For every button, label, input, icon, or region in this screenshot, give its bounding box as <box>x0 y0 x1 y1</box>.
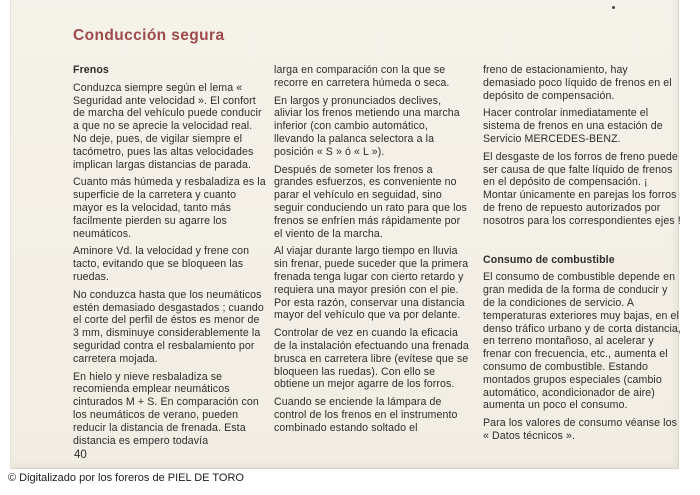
paragraph: El desgaste de los forros de freno puede ser causa de que falte líquido de frenos en el depósito de compensación. ¡ Montar únicamente en parejas los forros de freno de repuesto autorizados por nosotros para los correspondientes ejes ! <box>483 150 681 227</box>
section-heading: Frenos <box>73 64 109 76</box>
paragraph: Para los valores de consumo véanse los « Datos técnicos ». <box>483 417 678 442</box>
paragraph: freno de estacionamiento, hay demasiado poco líquido de frenos en el depósito de compensación. <box>483 64 672 102</box>
scan-speck <box>612 6 615 9</box>
text-column-right <box>483 64 681 443</box>
paragraph: Cuanto más húmeda y resbaladiza es la superficie de la carretera y cuanto mayor es la velocidad, tanto más facilmente pierden su agarre los neumáticos. <box>73 176 266 240</box>
text-column-middle <box>274 64 470 435</box>
paragraph: Aminore Vd. la velocidad y frene con tacto, evitando que se bloqueen las ruedas. <box>73 245 250 283</box>
page-title: Conducción segura <box>73 27 225 44</box>
paragraph: larga en comparación con la que se recorre en carretera húmeda o seca. <box>274 64 450 89</box>
paragraph: Conduzca siempre según el lema « Seguridad ante velocidad ». El confort de marcha del vehículo puede conducir a que no se aprecie la velocidad real. No deje, pues, de vigilar siempre el tacómetro, pues las altas velocidades implican largas distancias de parada. <box>73 81 262 171</box>
section-heading: Consumo de combustible <box>483 253 615 266</box>
paragraph: Hacer controlar inmediatamente el sistema de frenos en una estación de Servicio MERCEDES-BENZ. <box>483 107 663 145</box>
page-number: 40 <box>74 449 87 461</box>
paragraph: El consumo de combustible depende en gran medida de la forma de conducir y de la condiciones de servicio. A temperaturas exteriores muy bajas, en el denso tráfico urbano y de corta distancia, en terreno montañoso, al acelerar y frenar con frecuencia, etc., aumenta el consumo de combustible. Estando montados grupos especiales (cambio automático, acondicionador de aire) aumenta un poco el consumo. <box>483 271 681 412</box>
manual-page <box>10 0 679 469</box>
paragraph: Cuando se enciende la lámpara de control de los frenos en el instrumento combinado estando soltado el <box>274 396 458 434</box>
digitization-credit: © Digitalizado por los foreros de PIEL DE TORO <box>8 472 244 484</box>
paragraph: Al viajar durante largo tiempo en lluvia sin frenar, puede suceder que la primera frenada tenga lugar con cierto retardo y requiera una mayor presión con el pie. Por esta razón, conservar una distancia mayor del vehículo que va por delante. <box>274 245 469 322</box>
paragraph: No conduzca hasta que los neumáticos estén demasiado desgastados ; cuando el corte del perfil de éstos es menor de 3 mm, disminuye considerablemente la seguridad contra el resbalamiento por carretera mojada. <box>73 288 264 365</box>
paragraph: En largos y pronunciados declives, aliviar los frenos metiendo una marcha inferior (con cambio automático, llevando la palanca selectora a la posición « S » ó « L »). <box>274 94 460 158</box>
paragraph: Controlar de vez en cuando la eficacia de la instalación efectuando una frenada brusca en carretera libre (evítese que se bloqueen las ruedas). Con ello se obtiene un mejor agarre de los forros. <box>274 327 469 391</box>
text-column-left <box>73 64 266 447</box>
paragraph: En hielo y nieve resbaladiza se recomienda emplear neumáticos cinturados M + S. En comparación con los neumáticos de verano, pueden reducir la distancia de frenada. Esta distancia es empero todavía <box>73 370 259 447</box>
paragraph: Después de someter los frenos a grandes esfuerzos, es conveniente no parar el vehículo en seguidad, sino seguir conduciendo un rato para que los frenos se enfríen más rápidamente por el viento de la marcha. <box>274 163 467 240</box>
